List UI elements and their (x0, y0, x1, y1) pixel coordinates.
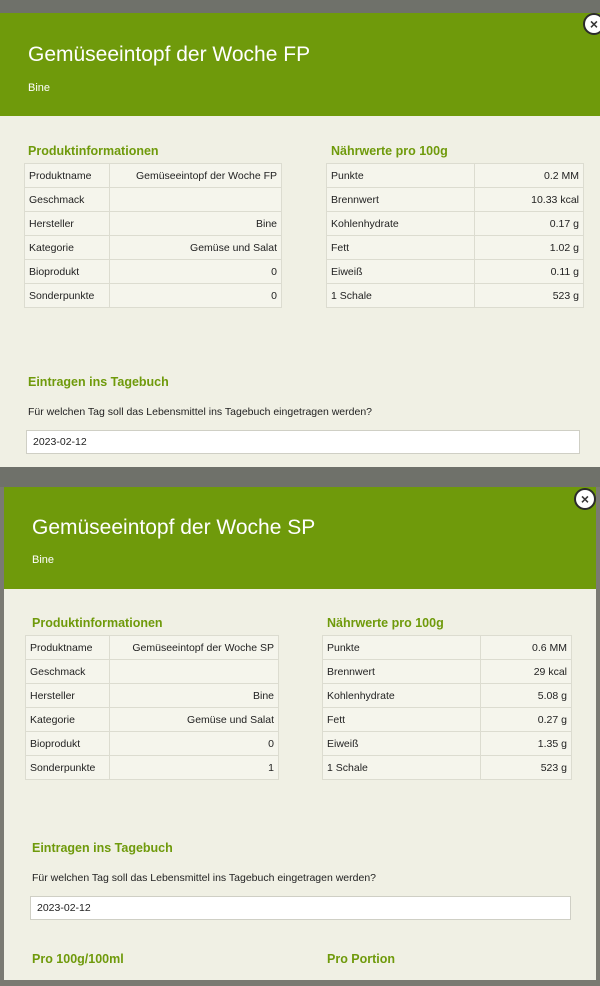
row-value: 0 (110, 284, 282, 308)
row-label: Hersteller (25, 212, 110, 236)
row-label: 1 Schale (327, 284, 475, 308)
modal-title: Gemüseeintopf der Woche FP (28, 43, 311, 66)
modal-subtitle: Bine (28, 82, 51, 94)
row-value: Bine (110, 212, 282, 236)
product-info-table (25, 635, 279, 780)
row-value: 1.02 g (474, 236, 583, 260)
table-row (26, 684, 279, 708)
row-label: Kategorie (25, 236, 110, 260)
table-row (323, 708, 572, 732)
row-label: Kohlenhydrate (327, 212, 475, 236)
row-value: 5.08 g (481, 684, 572, 708)
table-row (26, 756, 279, 780)
diary-question: Für welchen Tag soll das Lebensmittel ins Tagebuch eingetragen werden? (32, 872, 376, 884)
table-row (327, 284, 584, 308)
table-row (25, 260, 282, 284)
nutrition-heading: Nährwerte pro 100g (327, 616, 444, 630)
row-value: 0.17 g (474, 212, 583, 236)
food-detail-modal-sp (4, 487, 596, 980)
product-info-heading: Produktinformationen (28, 144, 159, 158)
table-row (323, 660, 572, 684)
modal-title: Gemüseeintopf der Woche SP (32, 516, 316, 539)
table-row (323, 684, 572, 708)
per-100g-heading: Pro 100g/100ml (32, 952, 124, 966)
table-row (327, 212, 584, 236)
table-row (26, 732, 279, 756)
food-detail-modal-fp (0, 13, 600, 467)
nutrition-heading: Nährwerte pro 100g (331, 144, 448, 158)
table-row (25, 164, 282, 188)
diary-date-input[interactable] (30, 896, 571, 920)
table-row (327, 164, 584, 188)
table-row (323, 636, 572, 660)
row-label: Sonderpunkte (26, 756, 110, 780)
row-value: Gemüse und Salat (110, 236, 282, 260)
close-icon[interactable]: × (576, 490, 594, 508)
table-row (26, 636, 279, 660)
row-value: 10.33 kcal (474, 188, 583, 212)
row-label: Geschmack (25, 188, 110, 212)
row-value: 0 (109, 732, 278, 756)
nutrition-table (322, 635, 572, 780)
row-label: Bioprodukt (26, 732, 110, 756)
per-portion-heading: Pro Portion (327, 952, 396, 966)
row-label: Sonderpunkte (25, 284, 110, 308)
row-value: 523 g (474, 284, 583, 308)
row-label: Brennwert (327, 188, 475, 212)
row-value (110, 188, 282, 212)
row-label: 1 Schale (323, 756, 481, 780)
product-info-table (24, 163, 282, 308)
row-label: Produktname (26, 636, 110, 660)
nutrition-table (326, 163, 584, 308)
row-label: Punkte (323, 636, 481, 660)
table-row (323, 732, 572, 756)
table-row (25, 188, 282, 212)
row-value: Gemüseeintopf der Woche FP (110, 164, 282, 188)
diary-question: Für welchen Tag soll das Lebensmittel ins Tagebuch eingetragen werden? (28, 406, 372, 418)
table-row (26, 660, 279, 684)
product-info-heading: Produktinformationen (32, 616, 163, 630)
row-label: Bioprodukt (25, 260, 110, 284)
diary-date-input[interactable] (26, 430, 580, 454)
row-label: Fett (323, 708, 481, 732)
row-value (109, 660, 278, 684)
table-row (323, 756, 572, 780)
table-row (25, 236, 282, 260)
table-row (25, 212, 282, 236)
row-value: Gemüse und Salat (109, 708, 278, 732)
modal-header (4, 487, 596, 589)
row-value: 1 (109, 756, 278, 780)
row-value: 0.6 MM (481, 636, 572, 660)
row-value: Bine (109, 684, 278, 708)
row-label: Geschmack (26, 660, 110, 684)
table-row (327, 188, 584, 212)
row-value: 523 g (481, 756, 572, 780)
row-label: Fett (327, 236, 475, 260)
diary-heading: Eintragen ins Tagebuch (32, 841, 173, 855)
row-label: Eiweiß (327, 260, 475, 284)
row-value: 1.35 g (481, 732, 572, 756)
table-row (327, 236, 584, 260)
row-label: Hersteller (26, 684, 110, 708)
row-label: Brennwert (323, 660, 481, 684)
modal-header (0, 13, 600, 116)
table-row (26, 708, 279, 732)
diary-heading: Eintragen ins Tagebuch (28, 375, 169, 389)
row-label: Eiweiß (323, 732, 481, 756)
background-strip-top (0, 0, 600, 13)
row-value: 0.11 g (474, 260, 583, 284)
row-value: 0 (110, 260, 282, 284)
background-strip-middle (0, 467, 600, 487)
row-value: Gemüseeintopf der Woche SP (109, 636, 278, 660)
row-label: Kohlenhydrate (323, 684, 481, 708)
table-row (25, 284, 282, 308)
row-value: 0.27 g (481, 708, 572, 732)
row-label: Kategorie (26, 708, 110, 732)
close-icon[interactable]: × (585, 15, 600, 33)
modal-subtitle: Bine (32, 554, 55, 566)
table-row (327, 260, 584, 284)
row-value: 29 kcal (481, 660, 572, 684)
row-label: Punkte (327, 164, 475, 188)
row-label: Produktname (25, 164, 110, 188)
row-value: 0.2 MM (474, 164, 583, 188)
